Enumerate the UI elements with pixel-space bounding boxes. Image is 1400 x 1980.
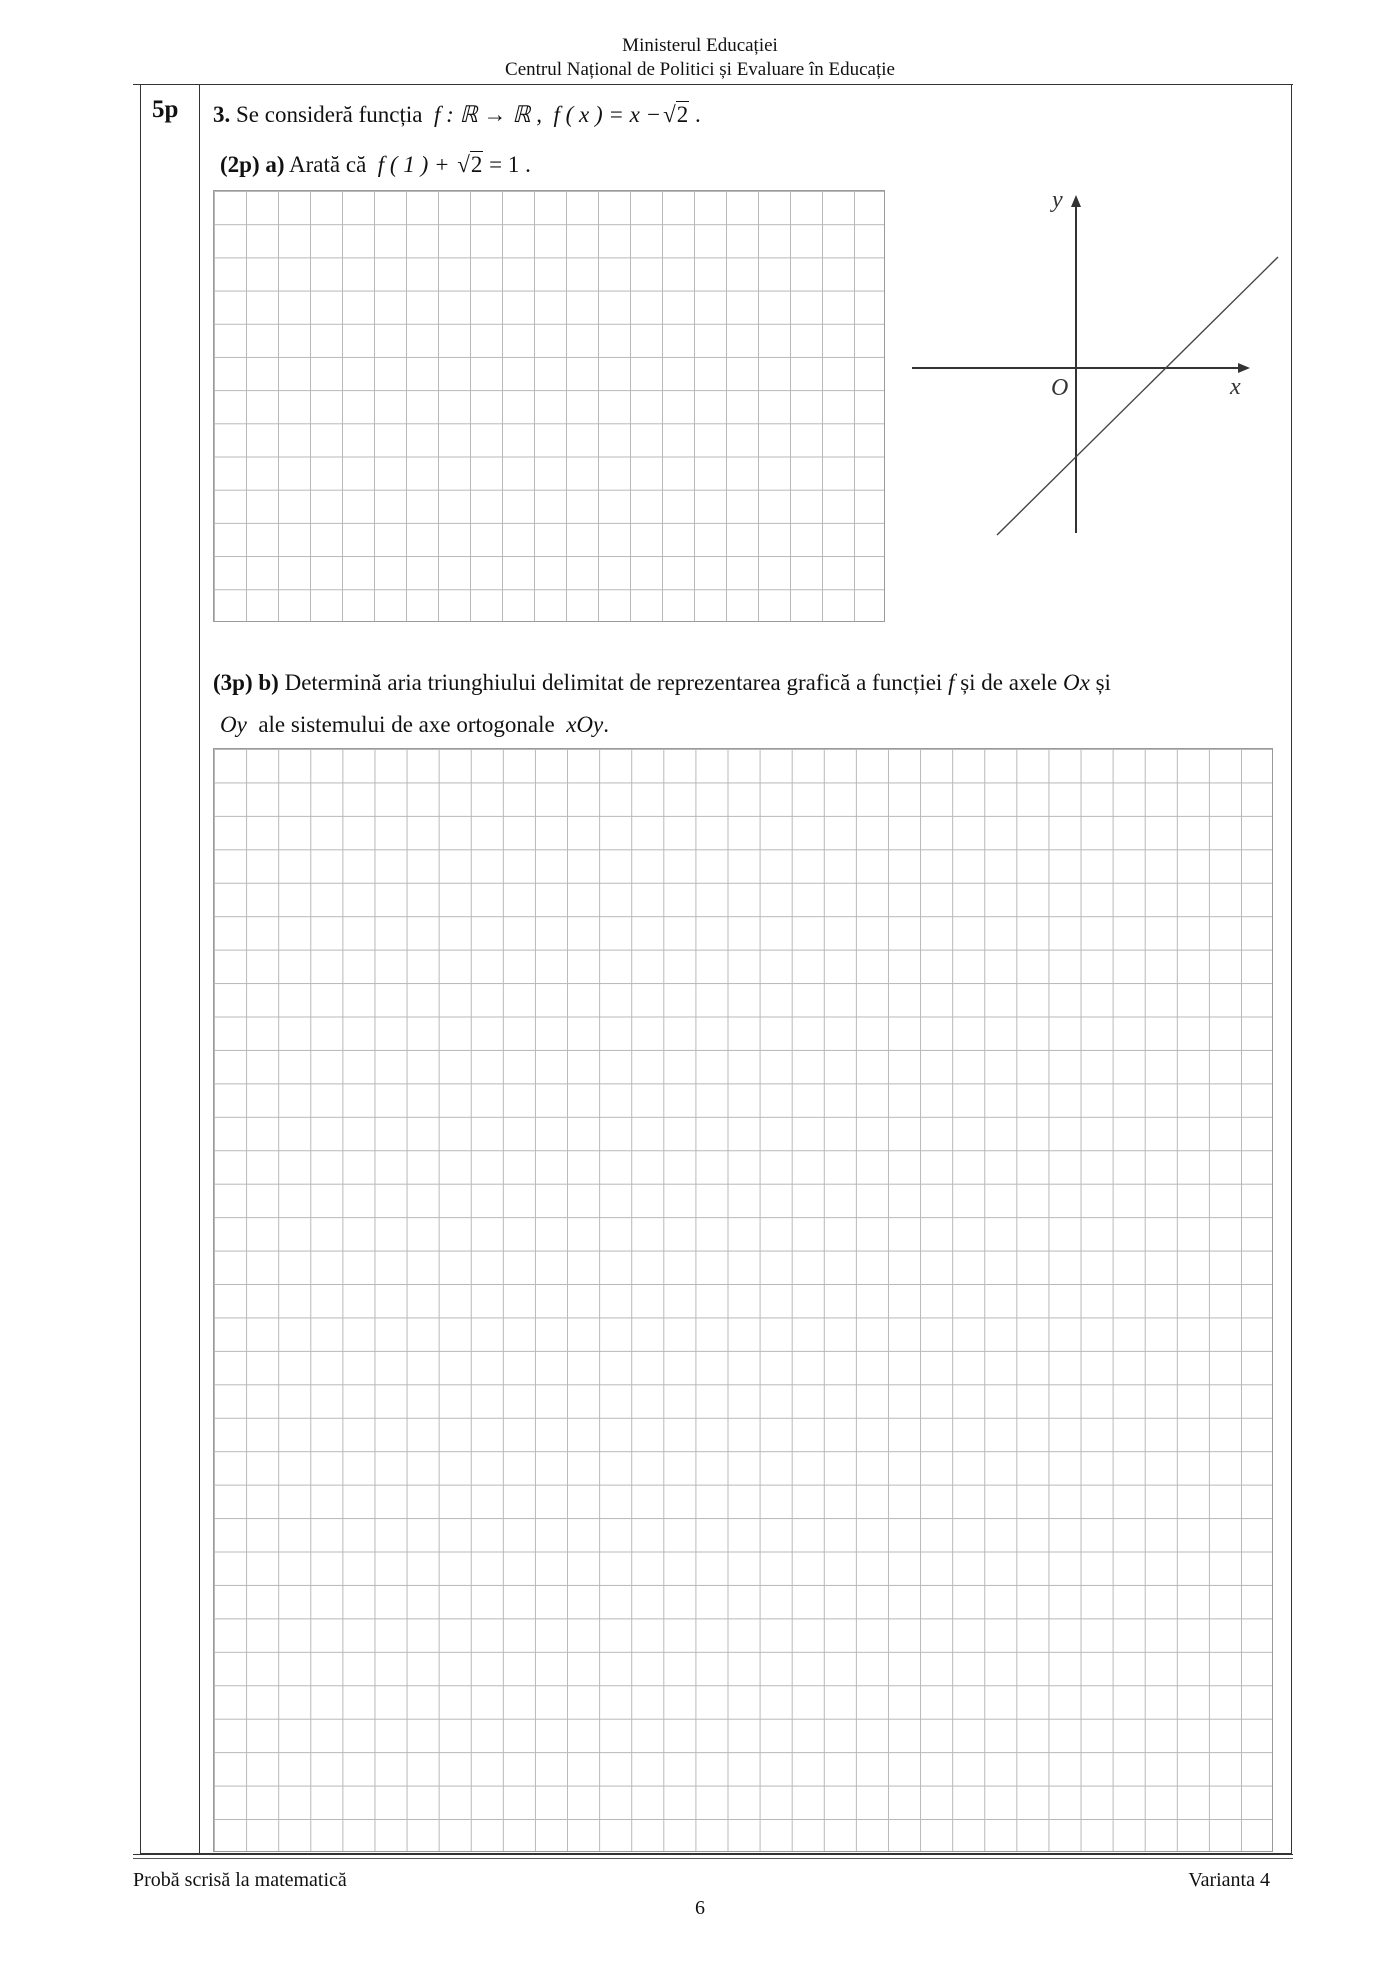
- item-number: 3.: [213, 102, 231, 127]
- part-b-ox: Ox: [1063, 670, 1090, 695]
- origin-label: O: [1051, 375, 1069, 401]
- part-b-f: f: [948, 670, 955, 695]
- y-axis-label: y: [1052, 187, 1063, 213]
- answer-grid-a[interactable]: [213, 190, 885, 622]
- footer-variant: Varianta 4: [1188, 1869, 1270, 1891]
- bottom-rule-thin: [133, 1858, 1293, 1859]
- function-graph: [900, 185, 1290, 550]
- bottom-rule: [133, 1854, 1293, 1855]
- function-domain: f : ℝ → ℝ ,: [433, 102, 542, 127]
- part-b-text3: ale sistemului de axe ortogonale: [258, 712, 555, 737]
- points-column-separator: [199, 84, 200, 1854]
- header-ministry: Ministerul Educației: [622, 35, 778, 56]
- item-points: 5p: [152, 96, 179, 123]
- part-b-text1: Determină aria triunghiului delimitat de reprezentarea grafică a funcției: [284, 670, 943, 695]
- part-b-statement: [213, 668, 1279, 698]
- part-a-statement: [220, 150, 531, 180]
- part-b-xoy: xOy: [566, 712, 604, 737]
- part-a-points: (2p): [220, 152, 260, 177]
- function-definition: f ( x ) = x −: [553, 102, 662, 127]
- part-b-points: (3p): [213, 670, 253, 695]
- statement-end: .: [695, 102, 701, 127]
- header-center: Centrul Național de Politici și Evaluare în Educație: [505, 59, 895, 80]
- page-number: 6: [695, 1897, 705, 1919]
- x-axis-arrow: [1238, 363, 1250, 373]
- item-statement: [213, 100, 701, 130]
- part-b-si: și: [1095, 670, 1111, 695]
- part-a-text: Arată că: [289, 152, 367, 177]
- x-axis-label: x: [1230, 374, 1241, 400]
- part-b-text2: și de axele: [960, 670, 1058, 695]
- part-a-letter: a): [265, 152, 285, 177]
- part-b-statement-line2: [220, 710, 609, 740]
- y-axis-arrow: [1071, 195, 1081, 207]
- part-a-sqrt: √2: [457, 152, 483, 177]
- answer-grid-b[interactable]: [213, 748, 1273, 1852]
- footer-exam-title: Probă scrisă la matematică: [133, 1869, 347, 1891]
- sqrt-symbol: √2: [663, 102, 689, 127]
- statement-prefix: Se consideră funcția: [236, 102, 423, 127]
- part-b-oy: Oy: [220, 712, 247, 737]
- part-b-end: .: [603, 712, 609, 737]
- part-a-rhs: = 1 .: [489, 152, 531, 177]
- part-a-expression: f ( 1 ) +: [377, 152, 450, 177]
- part-b-letter: b): [258, 670, 279, 695]
